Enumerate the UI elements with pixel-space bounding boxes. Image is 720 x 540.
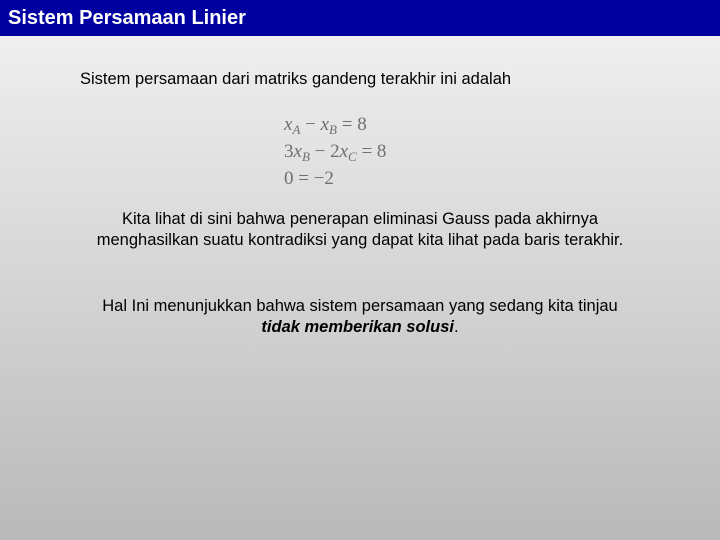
variable: x	[293, 141, 302, 162]
subscript: B	[329, 122, 337, 137]
explanation-paragraph: Kita lihat di sini bahwa penerapan eliminasi Gauss pada akhirnya menghasilkan suatu kontradiksi yang dapat kita lihat pada baris terakhir.	[96, 210, 624, 249]
operator: −	[309, 141, 331, 162]
variable: x	[320, 114, 330, 135]
right-hand-side: = 8	[337, 114, 367, 135]
slide-title: Sistem Persamaan Linier	[8, 7, 246, 29]
coefficient: 2	[330, 141, 340, 162]
equation-1	[284, 111, 386, 138]
subscript: B	[301, 149, 310, 164]
conclusion-paragraph	[80, 296, 640, 338]
title-bar	[0, 0, 720, 36]
operator: −	[300, 114, 321, 135]
equation-2	[284, 138, 386, 165]
subscript: C	[348, 149, 357, 164]
intro-text: Sistem persamaan dari matriks gandeng terakhir ini adalah	[80, 70, 512, 88]
equation-3: 0 = −2	[284, 168, 334, 189]
subscript: A	[292, 122, 301, 137]
variable: x	[284, 114, 293, 135]
conclusion-text: Hal Ini menunjukkan bahwa sistem persamaan yang sedang kita tinjau	[102, 297, 618, 315]
conclusion-emphasis: tidak memberikan solusi	[261, 318, 454, 336]
variable: x	[339, 141, 349, 162]
right-hand-side: = 8	[356, 141, 387, 162]
equation-system	[284, 111, 386, 192]
conclusion-period: .	[453, 318, 459, 336]
coefficient: 3	[284, 141, 294, 162]
